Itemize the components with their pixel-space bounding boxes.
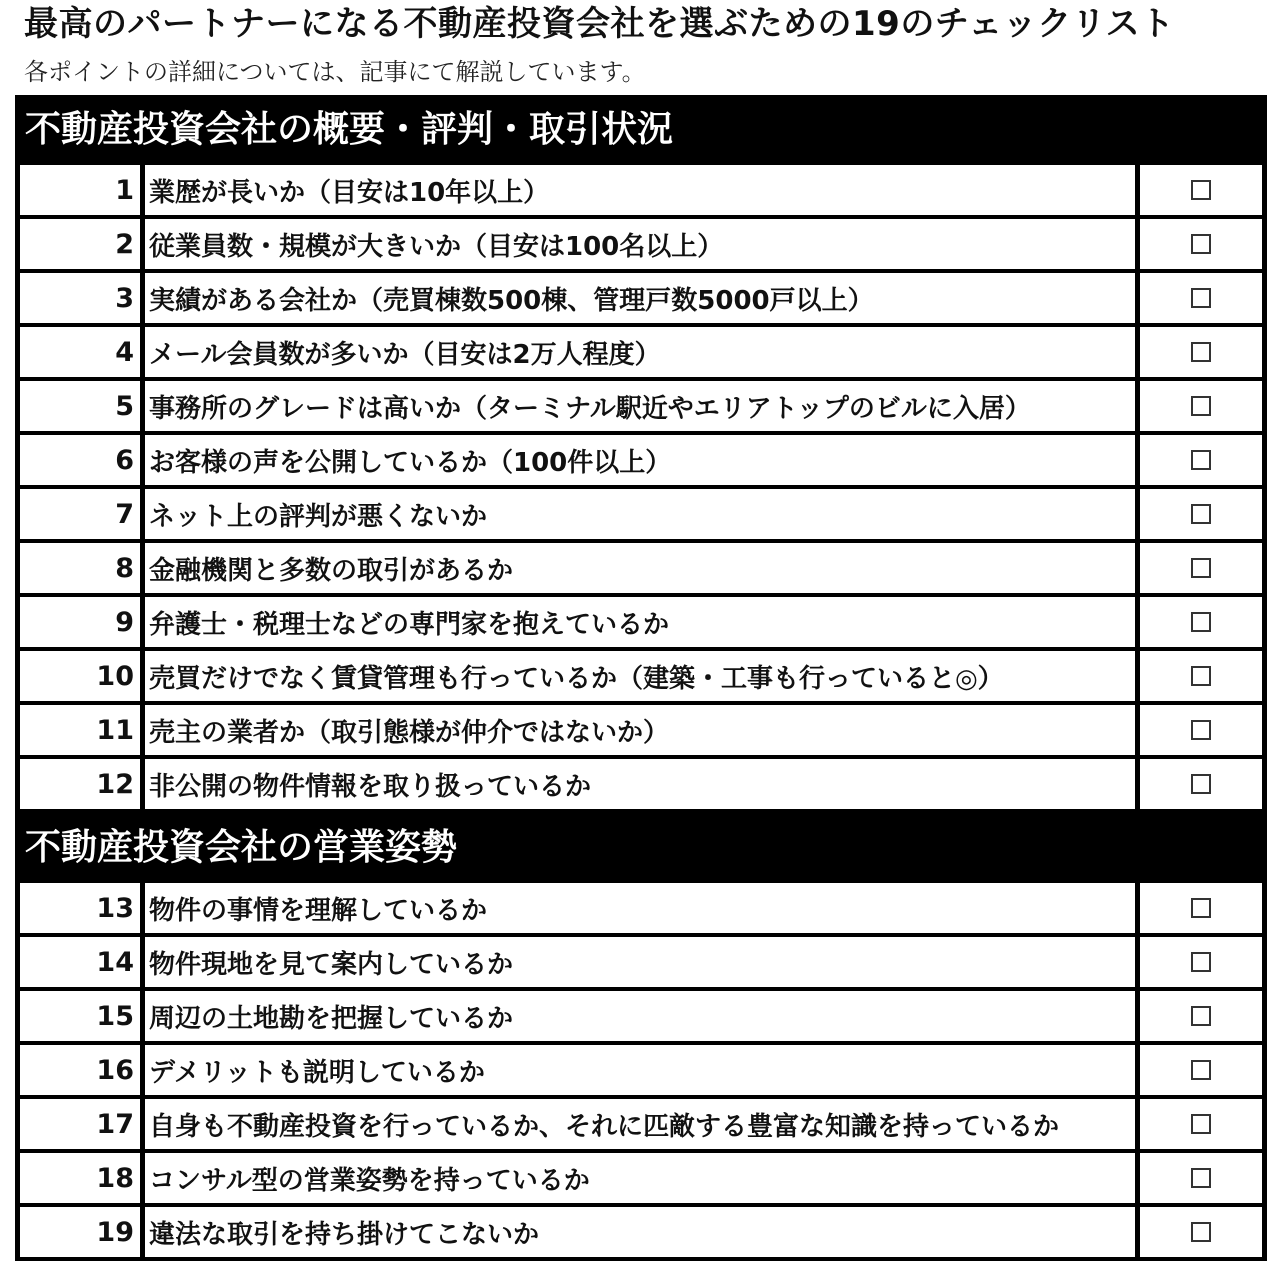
checkbox[interactable] [1191,1006,1211,1026]
checklist-row [15,1207,1267,1257]
item-text: コンサル型の営業姿勢を持っているか [145,1153,1135,1203]
item-number: 19 [20,1207,140,1257]
checklist-row [15,273,1267,323]
item-text: 従業員数・規模が大きいか（目安は100名以上） [145,219,1135,269]
checklist-row [15,327,1267,377]
checklist-row [15,489,1267,539]
checklist-row [15,651,1267,701]
item-number: 3 [20,273,140,323]
item-number: 2 [20,219,140,269]
item-text: お客様の声を公開しているか（100件以上） [145,435,1135,485]
item-number: 7 [20,489,140,539]
checkbox[interactable] [1191,666,1211,686]
checkbox-cell [1140,991,1262,1041]
checkbox[interactable] [1191,558,1211,578]
item-number: 8 [20,543,140,593]
checkbox-cell [1140,435,1262,485]
checkbox[interactable] [1191,396,1211,416]
item-text: 業歴が長いか（目安は10年以上） [145,165,1135,215]
checkbox-cell [1140,1045,1262,1095]
checkbox[interactable] [1191,180,1211,200]
checkbox-cell [1140,1099,1262,1149]
checklist-row [15,1099,1267,1149]
item-text: 非公開の物件情報を取り扱っているか [145,759,1135,809]
checkbox-cell [1140,705,1262,755]
checkbox[interactable] [1191,774,1211,794]
checkbox-cell [1140,327,1262,377]
item-text: 売主の業者か（取引態様が仲介ではないか） [145,705,1135,755]
checklist-row [15,1045,1267,1095]
item-text: 弁護士・税理士などの専門家を抱えているか [145,597,1135,647]
item-number: 4 [20,327,140,377]
item-number: 14 [20,937,140,987]
checkbox-cell [1140,937,1262,987]
item-number: 13 [20,883,140,933]
checkbox[interactable] [1191,450,1211,470]
item-number: 1 [20,165,140,215]
checkbox-cell [1140,219,1262,269]
item-number: 18 [20,1153,140,1203]
item-number: 16 [20,1045,140,1095]
checkbox-cell [1140,273,1262,323]
checkbox[interactable] [1191,342,1211,362]
section-header-overview: 不動産投資会社の概要・評判・取引状況 [15,95,1267,165]
checkbox-cell [1140,381,1262,431]
item-number: 11 [20,705,140,755]
item-number: 6 [20,435,140,485]
checkbox-cell [1140,1207,1262,1257]
page-subtitle: 各ポイントの詳細については、記事にて解説しています。 [24,58,646,86]
item-number: 9 [20,597,140,647]
checkbox[interactable] [1191,1222,1211,1242]
checkbox-cell [1140,759,1262,809]
item-text: 自身も不動産投資を行っているか、それに匹敵する豊富な知識を持っているか [145,1099,1135,1149]
item-text: 物件の事情を理解しているか [145,883,1135,933]
checkbox[interactable] [1191,1060,1211,1080]
item-text: 事務所のグレードは高いか（ターミナル駅近やエリアトップのビルに入居） [145,381,1135,431]
item-number: 12 [20,759,140,809]
item-text: ネット上の評判が悪くないか [145,489,1135,539]
checkbox-cell [1140,489,1262,539]
item-number: 5 [20,381,140,431]
checkbox-cell [1140,1153,1262,1203]
checkbox[interactable] [1191,898,1211,918]
checkbox-cell [1140,597,1262,647]
item-text: 実績がある会社か（売買棟数500棟、管理戸数5000戸以上） [145,273,1135,323]
item-number: 17 [20,1099,140,1149]
item-number: 10 [20,651,140,701]
item-text: 金融機関と多数の取引があるか [145,543,1135,593]
item-text: デメリットも説明しているか [145,1045,1135,1095]
checkbox-cell [1140,165,1262,215]
checkbox[interactable] [1191,1168,1211,1188]
item-text: 周辺の土地勘を把握しているか [145,991,1135,1041]
checklist-row [15,219,1267,269]
checklist-row [15,883,1267,933]
checklist-row [15,435,1267,485]
checkbox[interactable] [1191,234,1211,254]
checklist-row [15,991,1267,1041]
checkbox[interactable] [1191,288,1211,308]
item-text: メール会員数が多いか（目安は2万人程度） [145,327,1135,377]
checklist-row [15,381,1267,431]
checklist-row [15,165,1267,215]
checklist-row [15,705,1267,755]
checkbox-cell [1140,651,1262,701]
item-text: 違法な取引を持ち掛けてこないか [145,1207,1135,1257]
item-text: 売買だけでなく賃貸管理も行っているか（建築・工事も行っていると◎） [145,651,1135,701]
checklist-row [15,543,1267,593]
checklist-row [15,597,1267,647]
checklist-row [15,1153,1267,1203]
checkbox[interactable] [1191,720,1211,740]
checkbox[interactable] [1191,952,1211,972]
item-number: 15 [20,991,140,1041]
checklist-row [15,937,1267,987]
page-title: 最高のパートナーになる不動産投資会社を選ぶための19のチェックリスト [24,4,1175,44]
checkbox[interactable] [1191,1114,1211,1134]
item-text: 物件現地を見て案内しているか [145,937,1135,987]
checkbox[interactable] [1191,612,1211,632]
checkbox[interactable] [1191,504,1211,524]
checkbox-cell [1140,543,1262,593]
section-header-sales: 不動産投資会社の営業姿勢 [15,813,1267,883]
checklist-row [15,759,1267,809]
checklist-table [15,95,1267,1261]
checkbox-cell [1140,883,1262,933]
